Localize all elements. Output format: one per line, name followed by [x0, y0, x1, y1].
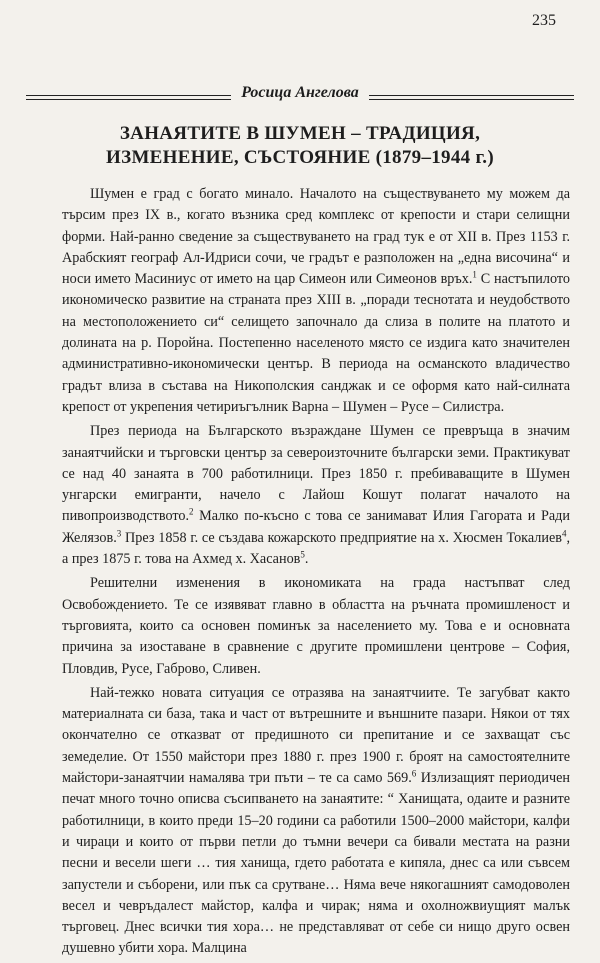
paragraph-text: Малко по-късно с това се занимават Илия Гагората и Ради Желязов.: [62, 508, 570, 546]
footnote-ref[interactable]: 6: [411, 768, 417, 779]
paragraph-3: [62, 573, 570, 679]
paragraph-text: Най-тежко новата ситуация се отразява на занаятчиите. Те загубват както материалната си база, така и част от вътрешните и външните пазари. Някои от тях окончателно се отказват от предишното си препитание и се захващат със земеделие. От 1550 майстори през 1880 г. през 1900 г. броят на самостоятелните майстори-занаятчии намалява три пъти – те са само 569.: [62, 684, 570, 787]
footnote-ref[interactable]: 2: [189, 506, 194, 517]
paragraph-text: .: [304, 551, 309, 568]
paragraph-text: Шумен е град с богато минало. Началото на съществуването му можем да търсим през IX в., когато възника сред комплекс от крепости и стари селищни форми. Най-ранно сведение за съществуването на град тук е от XII в. През 1153 г. Арабският географ Ал-Идриси сочи, че градът е разположен на „една височина“ и носи името Масиниус от името на цар Симеон или Симеонов връх.: [62, 186, 570, 288]
paragraph-text: През периода на Българското възраждане Шумен се превръща в значим занаятчийски и търговски център за североизточните български земи. Практикуват се над 40 занаята в 700 работилници. През 1850 г. пребиваващите в Шумен унгарски емигранти, начело с Лайош Кошут полагат началото на пивопроизводството.: [62, 423, 570, 525]
page-number: 235: [532, 12, 556, 29]
footnote-ref[interactable]: 4: [561, 528, 567, 539]
paragraph-text: Решителни изменения в икономиката на града настъпват след Освобождението. Те се изявяват главно в областта на ръчната промишленост и търговията, които са основен поминък за населението му. Това е и основната причина за изоставане в сравнение с другите промишлени центрове – София, Пловдив, Русе, Габрово, Сливен.: [62, 575, 570, 677]
paragraph-4: [62, 683, 570, 960]
title-line-2: ИЗМЕНЕНИЕ, СЪСТОЯНИЕ (1879–1944 г.): [106, 147, 494, 168]
article-title: [60, 122, 540, 170]
article-body: [62, 184, 570, 963]
paragraph-1: [62, 184, 570, 418]
footnote-ref[interactable]: 5: [300, 549, 305, 560]
paragraph-2: [62, 421, 570, 570]
paragraph-text: През 1858 г. се създава кожарското предприятие на х. Хюсмен Токалиев: [121, 529, 562, 546]
author-name: Росица Ангелова: [231, 84, 369, 101]
paragraph-text: Излизащият периодичен печат много точно описва съсипването на занаятите: “ Ханищата, одаите и разните работилници, в които преди 15–20 години са работили 1500–2000 майстори, калфи и чираци и които от първи петли до тъмни вечери са бивали местата на разни песни и весели шеги … тия ханища, гдето работата е кипяла, днес са или съвсем запустели и съборени, или пък са срутване… Няма вече някогашният самодоволен весел и чевръдалест майстор, калфа и чирак; няма и охолножвиущият малък търговец. Днес всички тия хора… не представляват от себе си нищо друго освен душевно убити хора. Малцина: [62, 770, 570, 957]
footnote-ref[interactable]: 1: [472, 269, 477, 280]
paragraph-text: С настъпилото икономическо развитие на страната през XIII в. „поради теснотата и неудобството на местоположението си“ селището започнало да слиза в полите на платото и долината на р. Поройна. Постепенно населеното място се издига като значителен административно-икономически център. В периода на османското владичество градът влиза в състава на Никополския санджак и се оформя като най-силната крепост от укрепения четириъгълник Варна – Шумен – Русе – Силистра.: [62, 271, 570, 415]
title-line-1: ЗАНАЯТИТЕ В ШУМЕН – ТРАДИЦИЯ,: [119, 123, 481, 144]
paragraph-text: , а през 1875 г. това на Ахмед х. Хасанов: [62, 529, 570, 568]
footnote-ref[interactable]: 3: [116, 528, 122, 539]
running-header-author: [0, 84, 600, 102]
